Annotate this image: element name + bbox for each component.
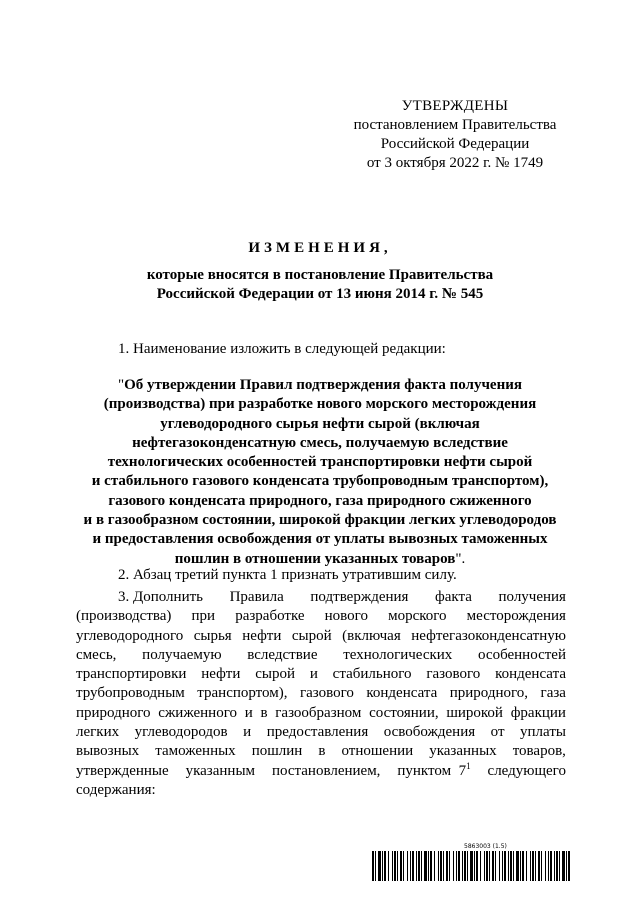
quote-open-mark: " <box>118 377 125 393</box>
justified-line: вывозных таможенных пошлин в отношении указанных товаров, <box>76 743 566 760</box>
justified-line: утвержденные указанным постановлением, пунктом $7^1$ следующего <box>76 760 566 779</box>
quote-line: и предоставления освобождения от уплаты вывозных таможенных <box>92 531 548 548</box>
quote-line: технологических особенностей транспортировки нефти сырой <box>107 454 533 471</box>
document-subtitle <box>0 266 640 304</box>
item-2-paragraph: 2. Абзац третий пункта 1 признать утратившим силу. <box>118 567 457 583</box>
item-3-paragraph <box>76 588 566 800</box>
quote-line: Об утверждении Правил подтверждения факта получения <box>124 377 522 393</box>
quote-line: (производства) при разработке нового морского месторождения <box>103 396 537 413</box>
quote-line: углеводородного сырья нефти сырой (включая <box>160 415 480 432</box>
justified-line: природного сжиженного и в газообразном состоянии, широкой фракции <box>76 704 566 721</box>
quote-line: газового конденсата природного, газа природного сжиженного <box>108 492 532 509</box>
document-title: ИЗМЕНЕНИЯ, <box>248 240 392 256</box>
approval-line: от 3 октября 2022 г. № 1749 <box>366 155 544 171</box>
approval-stamp <box>330 97 580 173</box>
last-line: содержания: <box>76 781 156 798</box>
justified-line: смесь, получаемую вследствие технологических особенностей <box>76 646 566 663</box>
subtitle-line: Российской Федерации от 13 июня 2014 г. № 545 <box>156 286 484 302</box>
new-title-quote <box>0 376 640 569</box>
quote-line: нефтегазоконденсатную смесь, получаемую вследствие <box>132 434 508 451</box>
point-superscript: 1 <box>466 760 471 771</box>
justified-line: 3. Дополнить Правила подтверждения факта получения <box>118 589 566 605</box>
justified-line: углеводородного сырья нефти сырой (включая нефтегазоконденсатную <box>76 627 566 644</box>
quote-line: и стабильного газового конденсата трубопроводным транспортом), <box>91 473 549 490</box>
justified-line: трубопроводным транспортом), газового конденсата природного, газа <box>76 685 566 702</box>
justified-line: транспортировки нефти сырой и стабильного газового конденсата <box>76 666 566 683</box>
subtitle-line: которые вносятся в постановление Правительства <box>146 267 494 283</box>
quote-line: и в газообразном состоянии, широкой фракции легких углеводородов <box>83 512 557 529</box>
quote-line: пошлин в отношении указанных товаров <box>174 550 456 567</box>
point-number: 7 <box>458 762 467 779</box>
barcode-bars <box>372 851 570 881</box>
justified-line: легких углеводородов и предоставления освобождения от уплаты <box>76 724 566 741</box>
approval-line: Российской Федерации <box>380 136 530 152</box>
approval-heading: УТВЕРЖДЕНЫ <box>401 98 509 114</box>
barcode-number: 5863003 (1.5) <box>464 843 507 850</box>
justified-line: (производства) при разработке нового морского месторождения <box>76 608 566 625</box>
approval-line: постановлением Правительства <box>353 117 557 133</box>
quote-close-mark: ". <box>455 550 466 567</box>
barcode <box>372 843 570 881</box>
item-1-paragraph: 1. Наименование изложить в следующей редакции: <box>118 341 446 357</box>
